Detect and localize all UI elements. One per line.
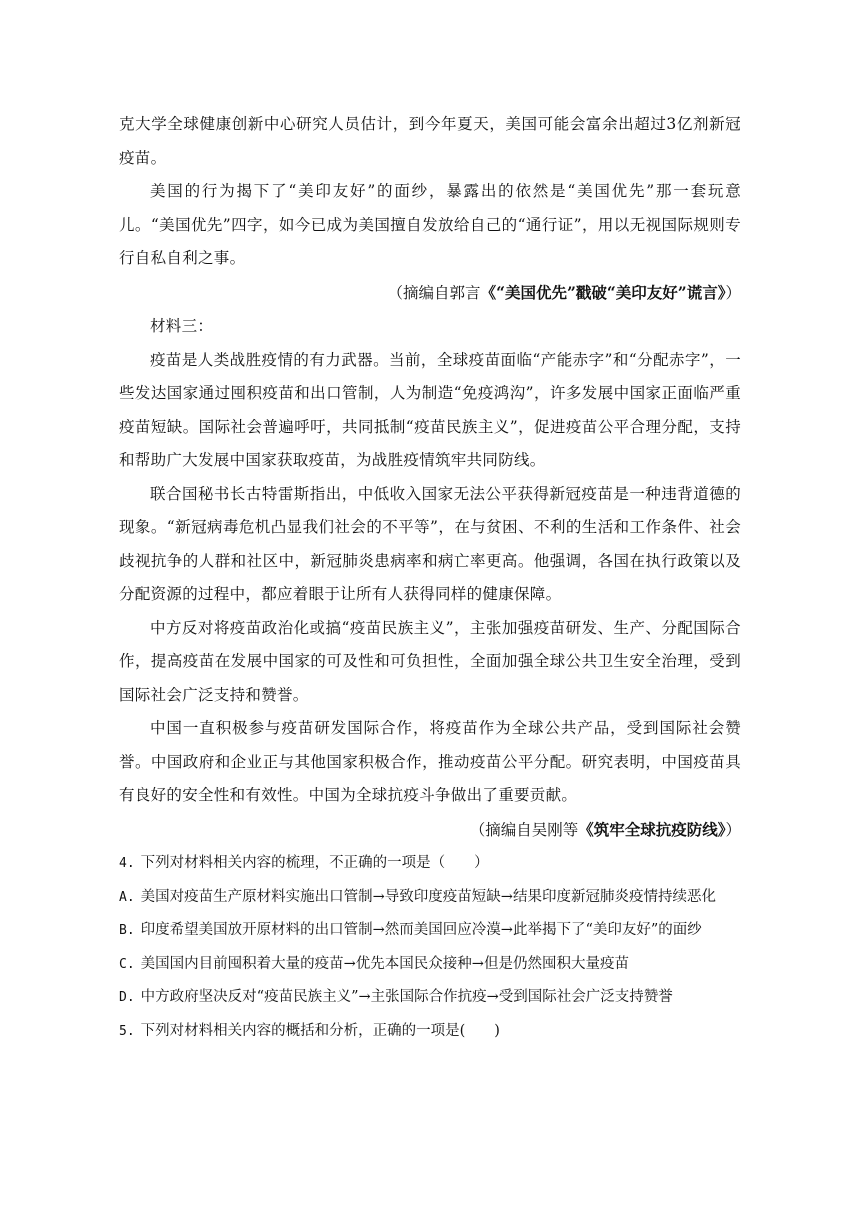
question-5-number: 5. xyxy=(119,1023,135,1039)
question-5-text: 下列对材料相关内容的概括和分析，正确的一项是( ) xyxy=(140,1022,500,1039)
source-citation-3-prefix: （摘编自吴刚等 xyxy=(469,820,579,839)
option-c-key: C. xyxy=(119,956,135,972)
material-3-paragraph-2: 联合国秘书长古特雷斯指出，中低收入国家无法公平获得新冠疫苗是一种违背道德的现象。“新冠病毒危机凸显我们社会的不平等”，在与贫困、不利的生活和工作条件、社会歧视抗争的人群和社区中，新冠肺炎患病率和病亡率更高。他强调，各国在执行政策以及分配资源的过程中，都应着眼于让所有人获得同样的健康保障。 xyxy=(119,484,741,603)
source-citation-3-suffix: ） xyxy=(725,820,741,839)
source-citation-3-title: 《筑牢全球抗疫防线》 xyxy=(578,819,726,839)
question-4-option-d[interactable] xyxy=(119,981,741,1015)
option-b-key: B. xyxy=(119,923,135,938)
question-4-stem xyxy=(119,847,741,881)
question-5-stem xyxy=(119,1015,741,1049)
source-citation-3 xyxy=(119,813,741,848)
option-a-text: 美国对疫苗生产原材料实施出口管制→导致印度疫苗短缺→结果印度新冠肺炎疫情持续恶化 xyxy=(140,888,716,905)
question-4-number: 4. xyxy=(119,856,135,871)
document-page xyxy=(119,108,741,1048)
material-3-paragraph-1: 疫苗是人类战胜疫情的有力武器。当前，全球疫苗面临“产能赤字”和“分配赤字”，一些发达国家通过囤积疫苗和出口管制，人为制造“免疫鸿沟”，许多发展中国家正面临严重疫苗短缺。国际社会普遍呼吁，共同抵制“疫苗民族主义”，促进疫苗公平合理分配，支持和帮助广大发展中国家获取疫苗，为战胜疫情筑牢共同防线。 xyxy=(119,350,741,469)
option-b-text: 印度希望美国放开原材料的出口管制→然而美国回应冷漠→此举揭下了“美印友好”的面纱 xyxy=(140,922,702,938)
option-d-key: D. xyxy=(119,990,135,1005)
question-4-option-b[interactable] xyxy=(119,914,741,948)
source-citation-2-suffix: ） xyxy=(725,283,741,302)
material-3-label: 材料三： xyxy=(150,317,214,335)
option-a-key: A. xyxy=(119,889,135,905)
passage-paragraph-america-first: 美国的行为揭下了“美印友好”的面纱，暴露出的依然是“美国优先”那一套玩意儿。“美国优先”四字，如今已成为美国擅自发放给自己的“通行证”，用以无视国际规则专行自私自利之事。 xyxy=(119,182,741,267)
source-citation-2-prefix: （摘编自郭言 xyxy=(387,283,481,302)
material-3-paragraph-3: 中方反对将疫苗政治化或搞“疫苗民族主义”，主张加强疫苗研发、生产、分配国际合作，提高疫苗在发展中国家的可及性和可负担性，全面加强全球公共卫生安全治理，受到国际社会广泛支持和赞誉。 xyxy=(119,618,741,704)
question-4-text: 下列对材料相关内容的梳理，不正确的一项是（ ） xyxy=(140,855,489,871)
option-d-text: 中方政府坚决反对“疫苗民族主义”→主张国际合作抗疫→受到国际社会广泛支持赞誉 xyxy=(140,989,673,1005)
question-4-option-a[interactable] xyxy=(119,881,741,915)
source-citation-2-title: 《“美国优先”戳破“美印友好”谎言》 xyxy=(480,282,726,302)
question-4-option-c[interactable] xyxy=(119,948,741,982)
option-c-text: 美国国内目前囤积着大量的疫苗→优先本国民众接种→但是仍然囤积大量疫苗 xyxy=(140,955,629,972)
material-3-paragraph-4: 中国一直积极参与疫苗研发国际合作，将疫苗作为全球公共产品，受到国际社会赞誉。中国政府和企业正与其他国家积极合作，推动疫苗公平分配。研究表明，中国疫苗具有良好的安全性和有效性。中国为全球抗疫斗争做出了重要贡献。 xyxy=(119,719,741,804)
source-citation-2 xyxy=(119,276,741,311)
passage-paragraph-continued: 克大学全球健康创新中心研究人员估计，到今年夏天，美国可能会富余出超过3亿剂新冠疫苗。 xyxy=(119,115,741,167)
